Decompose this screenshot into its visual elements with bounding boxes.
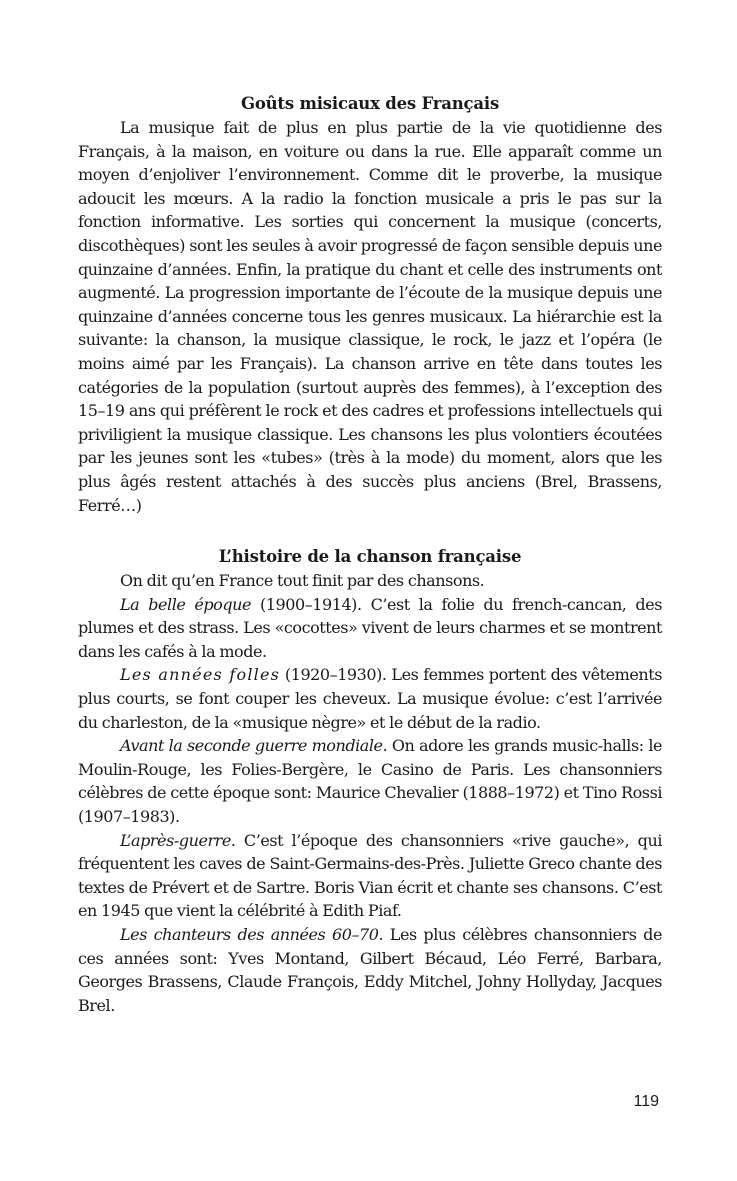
period-text: . C’est l’époque des chansonniers «rive gauche», qui fréquentent les caves de Saint-Germains-des-Près. Juliette Greco chante des textes de Prévert et de Sartre. Boris Vian écrit et chante ses chansons. C’est en 1945 que vient la célébrité à Edith Piaf.	[78, 830, 662, 921]
section-title-chanson-history: L’histoire de la chanson française	[218, 547, 522, 567]
period-label: La belle époque	[120, 594, 252, 614]
period-text: (1920–1930). Les femmes portent des vêtements plus courts, se font couper les cheveux. La musique évolue: c’est l’arrivée du charleston, de la «musique nègre» et le début de la radio.	[78, 665, 662, 732]
period-label: Les années folles	[120, 665, 281, 685]
paragraph-music-tastes: La musique fait de plus en plus partie de la vie quotidienne des Français, à la maison, en voiture ou dans la rue. Elle apparaît comme un moyen d’enjoliver l’environnement. Comme dit le proverbe, la musique adoucit les mœurs. A la radio la fonction musicale a pris le pas sur la fonction informative. Les sorties qui concernent la musique (concerts, discothèques) sont les seules à avoir progressé de façon sensible depuis une quinzaine d’années. Enfin, la pratique du chant et celle des instruments ont augmenté. La progression importante de l’écoute de la musique depuis une quinzaine d’années concerne tous les genres musicaux. La hiérarchie est la suivante: la chanson, la musique classique, le rock, le jazz et l’opéra (le moins aimé par les Français). La chanson arrive en tête dans toutes les catégories de la population (surtout auprès des femmes), à l’exception des 15–19 ans qui préfèrent le rock et des cadres et professions intellectuels qui priviligient la musique classique. Les chansons les plus volontiers écoutées par les jeunes sont les «tubes» (très à la mode) du moment, alors que les plus âgés restent attachés à des succès plus anciens (Brel, Brassens, Ferré…)	[78, 118, 662, 515]
period-label: Avant la seconde guerre mondiale	[120, 736, 383, 756]
section-title-music-tastes: Goûts misicaux des Français	[240, 94, 500, 113]
period-label: Les chanteurs des années 60–70	[120, 925, 379, 944]
paragraph-belle-epoque	[78, 593, 662, 664]
period-text: (1900–1914). C’est la folie du french-cancan, des plumes et des strass. Les «cocottes» vivent de leurs charmes et se montrent dans les cafés à la mode.	[78, 594, 662, 661]
period-text: . Les plus célèbres chansonniers de ces années sont: Yves Montand, Gilbert Bécaud, Léo Ferré, Barbara, Georges Brassens, Claude François, Eddy Mitchel, Johny Hollyday, Jacques Brel.	[78, 925, 662, 1015]
page-number: 119	[633, 1093, 659, 1110]
paragraph-intro: On dit qu’en France tout finit par des chansons.	[120, 571, 485, 591]
paragraph-apres-guerre	[78, 829, 662, 923]
section-chanson-history	[78, 545, 662, 1017]
period-text: . On adore les grands music-halls: le Moulin-Rouge, les Folies-Bergère, le Casino de Paris. Les chansonniers célèbres de cette époque sont: Maurice Chevalier (1888–1972) et Tino Rossi (1907–1983).	[78, 736, 663, 827]
period-label: L’après-guerre	[120, 830, 231, 850]
paragraph-annees-60-70	[78, 923, 662, 1017]
paragraph-avant-guerre	[78, 734, 662, 828]
paragraph-annees-folles	[78, 663, 662, 734]
section-music-tastes	[78, 92, 662, 517]
page-content	[78, 92, 662, 1017]
